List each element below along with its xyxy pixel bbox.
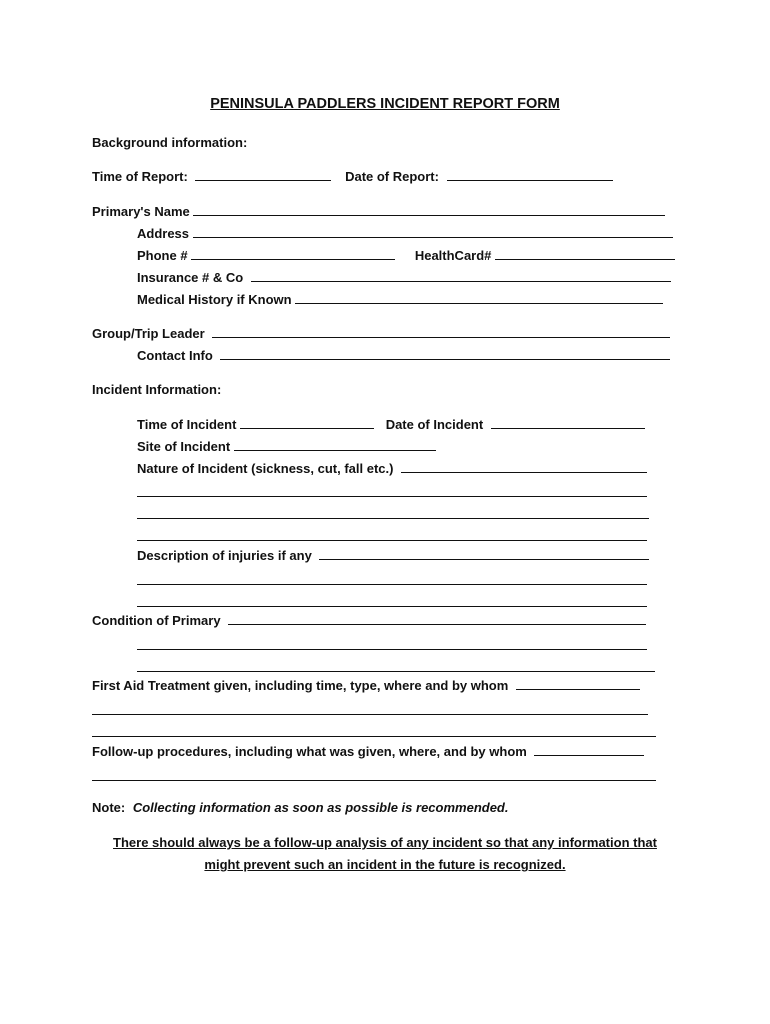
nature-line-2[interactable] <box>137 496 647 497</box>
injuries-line-3[interactable] <box>137 606 647 607</box>
condition-line-3[interactable] <box>137 671 655 672</box>
note-label: Note: <box>92 800 126 815</box>
first-aid-line-2[interactable] <box>92 714 648 715</box>
site-of-incident-label: Site of Incident <box>137 439 231 454</box>
incident-heading: Incident Information: <box>92 382 222 397</box>
time-of-incident-field[interactable] <box>240 416 374 429</box>
injuries-label: Description of injuries if any <box>137 548 312 563</box>
followup-row <box>92 743 644 761</box>
time-of-report-label: Time of Report: <box>92 169 188 184</box>
nature-line-3[interactable] <box>137 518 649 519</box>
date-of-incident-field[interactable] <box>491 416 645 429</box>
primary-name-field[interactable] <box>193 203 665 216</box>
first-aid-line-3[interactable] <box>92 736 656 737</box>
medical-history-field[interactable] <box>295 291 663 304</box>
contact-info-field[interactable] <box>220 347 670 360</box>
condition-label: Condition of Primary <box>92 613 221 628</box>
healthcard-field[interactable] <box>495 247 675 260</box>
form-title: PENINSULA PADDLERS INCIDENT REPORT FORM <box>210 96 560 112</box>
date-of-report-label: Date of Report: <box>345 169 439 184</box>
phone-field[interactable] <box>191 247 395 260</box>
healthcard-label: HealthCard# <box>414 248 492 263</box>
first-aid-field[interactable] <box>516 677 640 690</box>
condition-row <box>92 612 646 630</box>
insurance-row <box>137 269 671 287</box>
nature-of-incident-field[interactable] <box>401 460 647 473</box>
address-row <box>137 225 673 243</box>
first-aid-row <box>92 677 640 695</box>
insurance-label: Insurance # & Co <box>137 270 244 285</box>
followup-label: Follow-up procedures, including what was given, where, and by whom <box>92 744 527 759</box>
nature-of-incident-label: Nature of Incident (sickness, cut, fall etc.) <box>137 461 394 476</box>
phone-row <box>137 247 675 265</box>
note-text: Collecting information as soon as possible is recommended. <box>132 800 509 815</box>
condition-field[interactable] <box>228 612 646 625</box>
followup-line-2[interactable] <box>92 780 656 781</box>
followup-field[interactable] <box>534 743 644 756</box>
medical-history-row <box>137 291 663 309</box>
group-leader-row <box>92 325 670 343</box>
time-of-incident-row <box>137 416 645 434</box>
condition-line-2[interactable] <box>137 649 647 650</box>
site-of-incident-field[interactable] <box>234 438 436 451</box>
insurance-field[interactable] <box>251 269 671 282</box>
injuries-row <box>137 547 649 565</box>
phone-label: Phone # <box>137 248 188 263</box>
primary-name-label: Primary's Name <box>92 204 190 219</box>
injuries-field[interactable] <box>319 547 649 560</box>
closing-line-1: There should always be a follow-up analysis of any incident so that any information that <box>113 835 657 850</box>
note-row <box>92 799 508 817</box>
first-aid-label: First Aid Treatment given, including time, type, where and by whom <box>92 678 509 693</box>
group-leader-field[interactable] <box>212 325 670 338</box>
time-of-report-row <box>92 168 613 186</box>
contact-info-row <box>137 347 670 365</box>
time-of-incident-label: Time of Incident <box>137 417 237 432</box>
nature-line-4[interactable] <box>137 540 647 541</box>
contact-info-label: Contact Info <box>137 348 213 363</box>
address-label: Address <box>137 226 190 241</box>
closing-line-2: might prevent such an incident in the future is recognized. <box>204 857 566 872</box>
group-leader-label: Group/Trip Leader <box>92 326 205 341</box>
closing-statement <box>100 832 670 876</box>
nature-of-incident-row <box>137 460 647 478</box>
date-of-report-field[interactable] <box>447 168 613 181</box>
background-heading: Background information: <box>92 135 248 150</box>
address-field[interactable] <box>193 225 673 238</box>
time-of-report-field[interactable] <box>195 168 331 181</box>
date-of-incident-label: Date of Incident <box>385 417 484 432</box>
site-of-incident-row <box>137 438 436 456</box>
medical-history-label: Medical History if Known <box>137 292 292 307</box>
primary-name-row <box>92 203 665 221</box>
injuries-line-2[interactable] <box>137 584 647 585</box>
